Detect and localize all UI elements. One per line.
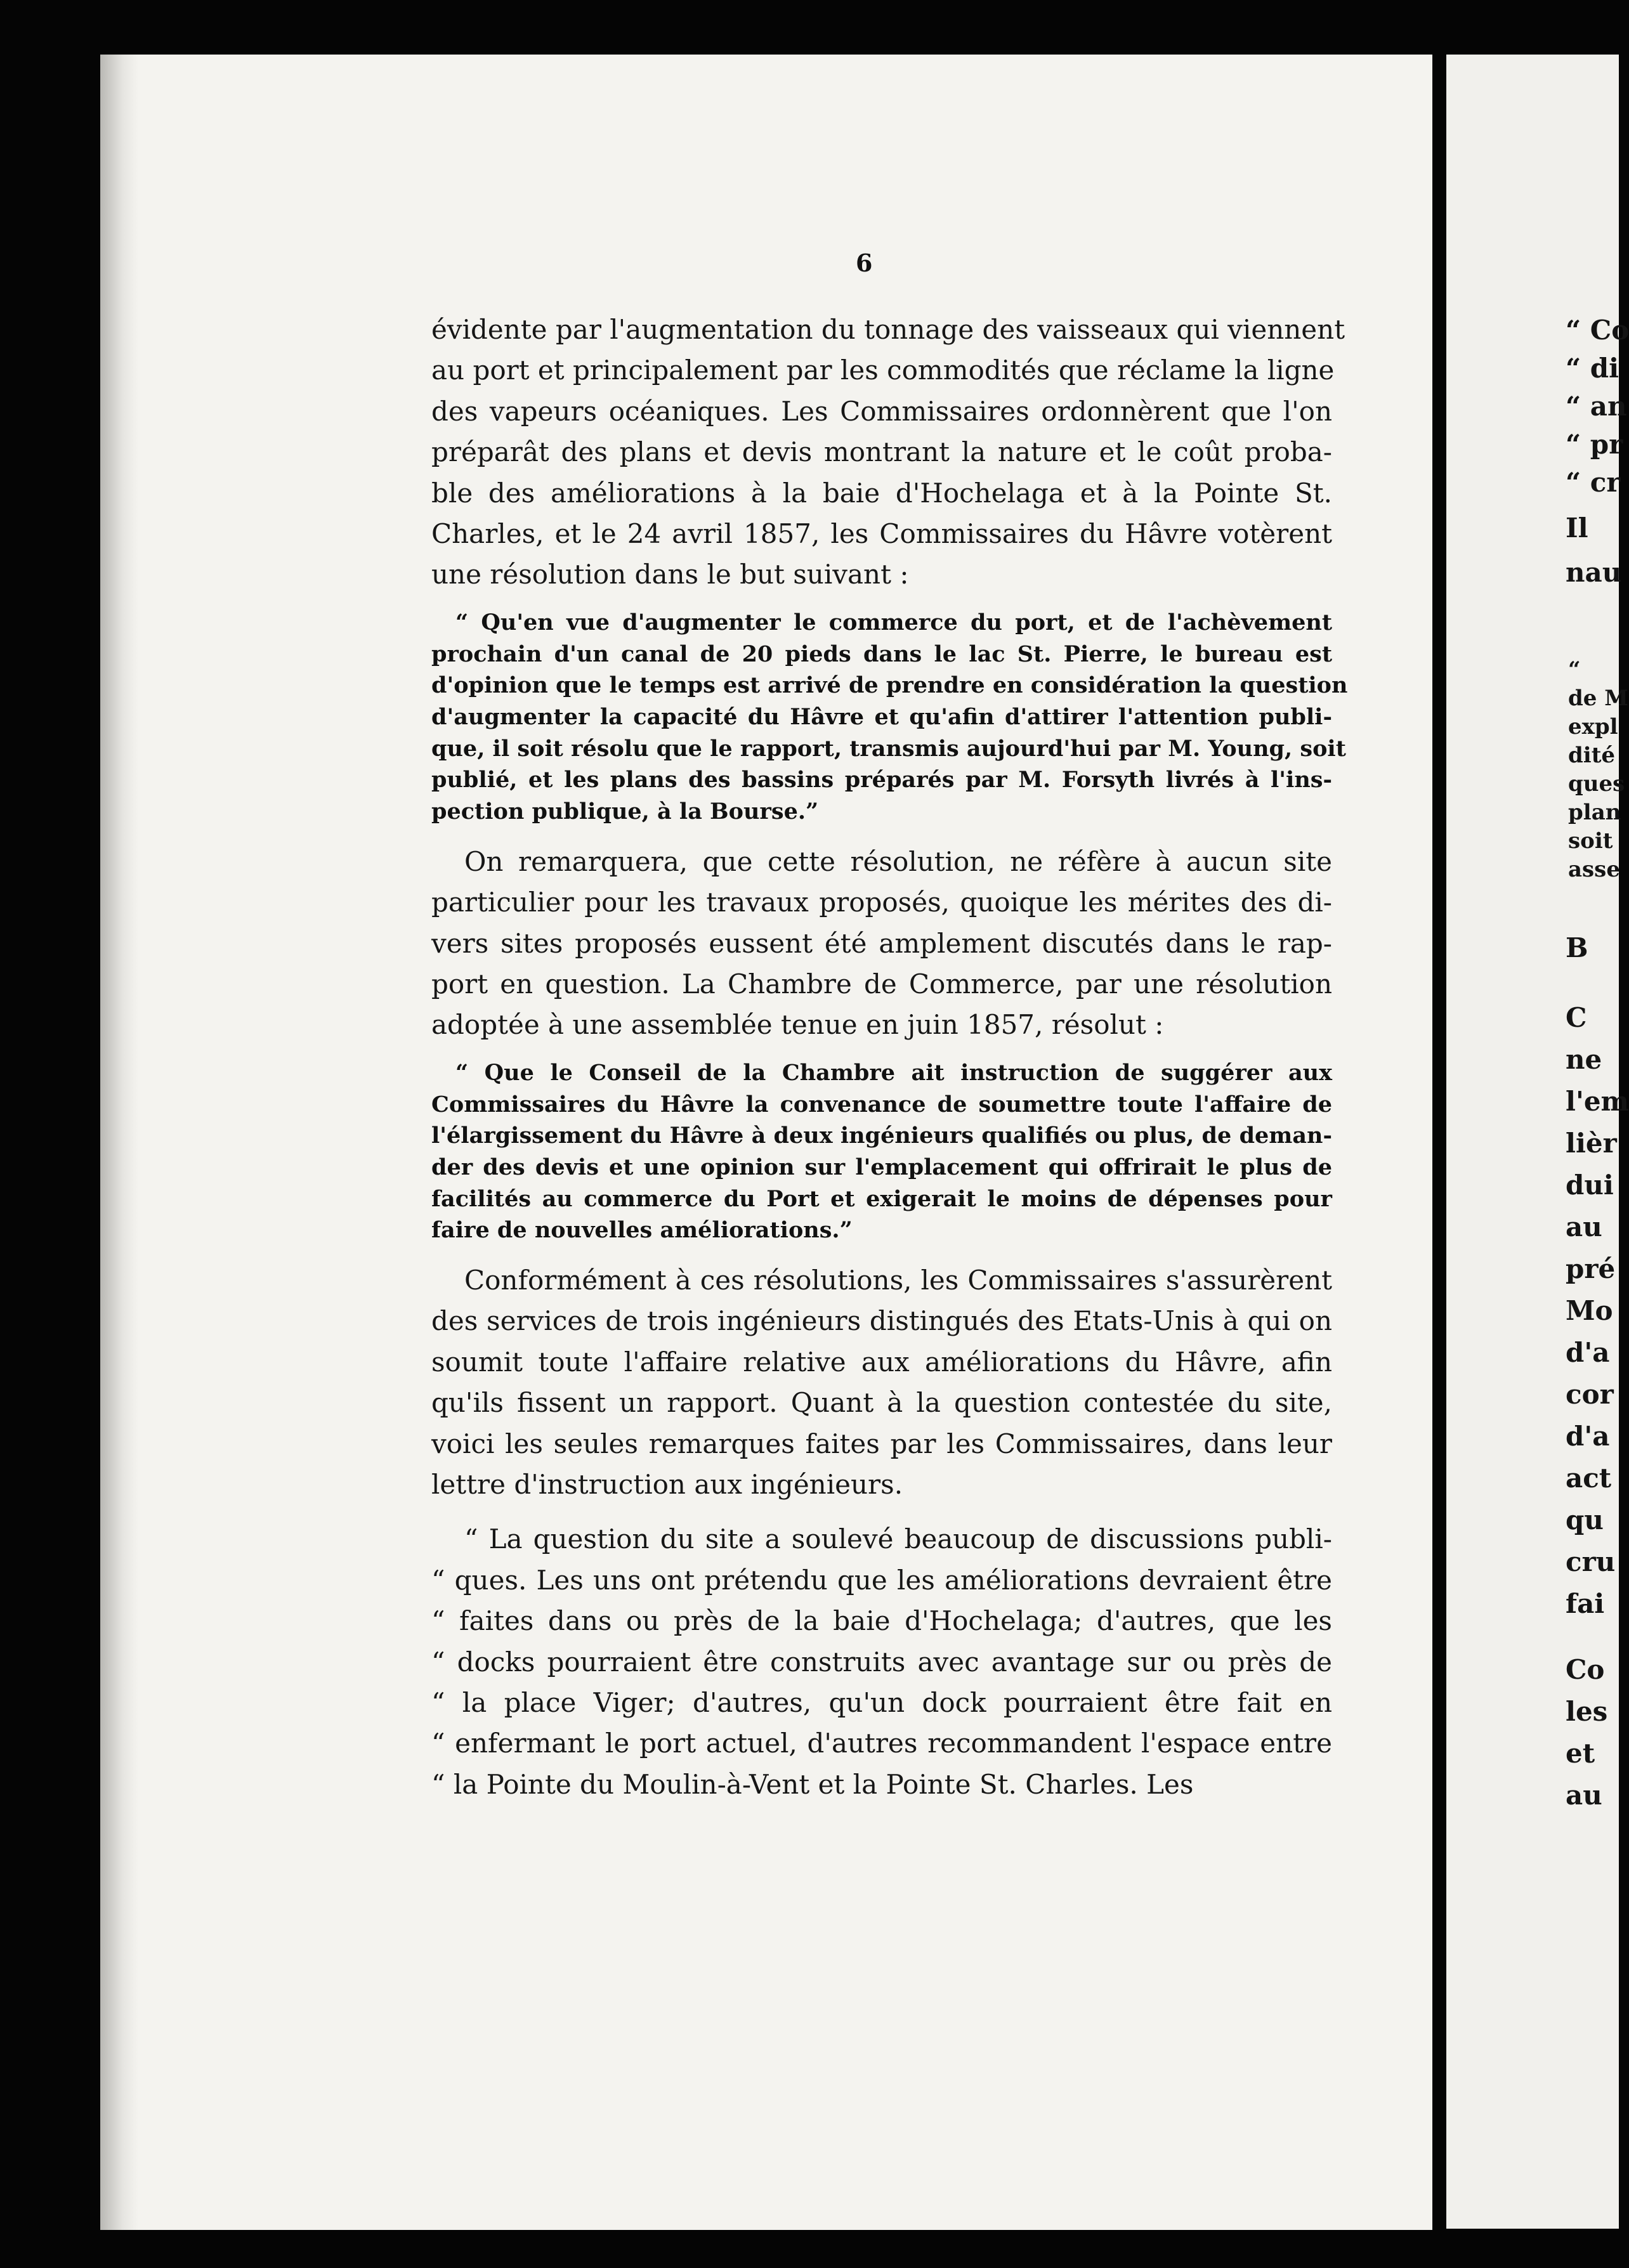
right-page-fragment: de M	[1568, 686, 1628, 711]
quote-1-line: “ Qu'en vue d'augmenter le commerce du port, et de l'achèvement	[455, 609, 1332, 635]
right-page-fragment: Il	[1566, 512, 1588, 544]
paragraph-3-line: soumit toute l'affaire relative aux améliorations du Hâvre, afin	[431, 1346, 1332, 1378]
paragraph-4-line: “ docks pourraient être construits avec avantage sur ou près de	[431, 1646, 1332, 1678]
quote-1-line: publié, et les plans des bassins préparés par M. Forsyth livrés à l'ins-	[431, 767, 1332, 793]
quote-2-line: “ Que le Conseil de la Chambre ait instruction de suggérer aux	[455, 1059, 1332, 1086]
right-page-fragment: fai	[1566, 1588, 1605, 1619]
paragraph-1	[431, 310, 1345, 596]
paragraph-4-line: “ enfermant le port actuel, d'autres recommandent l'espace entre	[431, 1728, 1332, 1759]
right-page-fragment: dité	[1568, 743, 1616, 768]
right-page-fragment: Co	[1566, 1654, 1605, 1685]
right-page-fragment: soit	[1568, 828, 1613, 854]
paragraph-1-line: évidente par l'augmentation du tonnage des vaisseaux qui viennent	[431, 314, 1345, 345]
paragraph-3-line: lettre d'instruction aux ingénieurs.	[431, 1469, 903, 1501]
paragraph-3	[431, 1260, 1332, 1505]
paragraph-1-line: des vapeurs océaniques. Les Commissaires ordonnèrent que l'on	[431, 395, 1332, 427]
quote-2-line: faire de nouvelles améliorations.”	[431, 1217, 853, 1244]
quote-2-line: Commissaires du Hâvre la convenance de soumettre toute l'affaire de	[431, 1091, 1332, 1118]
paragraph-2-line: port en question. La Chambre de Commerce, par une résolution	[431, 968, 1332, 1000]
paragraph-1-line: au port et principalement par les commodités que réclame la ligne	[431, 355, 1335, 386]
paragraph-4	[431, 1519, 1332, 1805]
paragraph-2	[431, 842, 1332, 1046]
quote-2-line: facilités au commerce du Port et exigerait le moins de dépenses pour	[431, 1185, 1332, 1212]
right-page-fragment: dui	[1566, 1170, 1614, 1201]
right-page-fragment: C	[1566, 1002, 1587, 1033]
quote-2-line: der des devis et une opinion sur l'emplacement qui offrirait le plus de	[431, 1154, 1332, 1180]
right-page-fragment: ques	[1568, 771, 1625, 797]
paragraph-3-line: Conformément à ces résolutions, les Commissaires s'assurèrent	[464, 1265, 1332, 1296]
quote-1	[431, 607, 1348, 828]
paragraph-2-line: vers sites proposés eussent été amplement discutés dans le rap-	[431, 927, 1332, 959]
right-page-fragment: “ di	[1566, 353, 1619, 384]
paragraph-4-line: “ faites dans ou près de la baie d'Hochelaga; d'autres, que les	[431, 1605, 1332, 1637]
paragraph-1-line: ble des améliorations à la baie d'Hochelaga et à la Pointe St.	[431, 477, 1332, 509]
right-page-fragment: qu	[1566, 1504, 1604, 1535]
paragraph-1-line: Charles, et le 24 avril 1857, les Commissaires du Hâvre votèrent	[431, 518, 1332, 550]
quote-1-line: pection publique, à la Bourse.”	[431, 798, 819, 825]
right-page-fragment: B	[1566, 932, 1588, 963]
paragraph-4-line: “ la Pointe du Moulin-à-Vent et la Pointe St. Charles. Les	[431, 1768, 1194, 1800]
right-page-fragment: “ cr	[1566, 467, 1621, 498]
right-page-fragment: “	[1568, 657, 1581, 682]
right-page-fragment: d'a	[1566, 1421, 1610, 1452]
paragraph-3-line: qu'ils fissent un rapport. Quant à la question contestée du site,	[431, 1387, 1332, 1419]
right-page-fragment: “ pr	[1566, 429, 1623, 460]
page-number: 6	[856, 249, 873, 277]
right-page-fragment: pré	[1566, 1253, 1616, 1284]
right-page-fragment: ne	[1566, 1044, 1602, 1075]
right-page-fragment: lièr	[1566, 1128, 1617, 1159]
right-page-fragment: expl	[1568, 714, 1618, 740]
quote-1-line: que, il soit résolu que le rapport, transmis aujourd'hui par M. Young, soit	[431, 735, 1346, 762]
quote-2	[431, 1057, 1332, 1246]
paragraph-4-line: “ La question du site a soulevé beaucoup de discussions publi-	[464, 1523, 1332, 1555]
paragraph-4-line: “ la place Viger; d'autres, qu'un dock pourraient être fait en	[431, 1687, 1332, 1719]
right-page-fragment: Mo	[1566, 1295, 1613, 1326]
right-page-fragment: “ Co	[1566, 315, 1629, 346]
right-page-fragment: cor	[1566, 1379, 1614, 1410]
right-page-fragment: nau	[1566, 557, 1622, 588]
right-page-fragment: les	[1566, 1696, 1608, 1727]
right-page-fragment: d'a	[1566, 1337, 1610, 1368]
right-page-fragment: asse	[1568, 857, 1620, 882]
right-page-fragment: l'em	[1566, 1086, 1629, 1117]
right-page-fragment: act	[1566, 1463, 1612, 1494]
right-page-fragment: plan	[1568, 800, 1621, 825]
right-page-fragment: au	[1566, 1780, 1602, 1811]
page-body	[431, 310, 1348, 1805]
right-page-fragment: cru	[1566, 1546, 1616, 1577]
paragraph-4-line: “ ques. Les uns ont prétendu que les améliorations devraient être	[431, 1564, 1332, 1596]
paragraph-2-line: particulier pour les travaux proposés, quoique les mérites des di-	[431, 887, 1332, 918]
paragraph-3-line: des services de trois ingénieurs distingués des Etats-Unis à qui on	[431, 1305, 1332, 1337]
quote-2-line: l'élargissement du Hâvre à deux ingénieurs qualifiés ou plus, de deman-	[431, 1123, 1332, 1149]
paragraph-1-line: une résolution dans le but suivant :	[431, 559, 909, 590]
right-page-fragment: au	[1566, 1211, 1602, 1242]
paragraph-3-line: voici les seules remarques faites par les Commissaires, dans leur	[431, 1428, 1332, 1459]
page-binding-shadow	[100, 55, 138, 2230]
paragraph-2-line: adoptée à une assemblée tenue en juin 1857, résolut :	[431, 1009, 1164, 1041]
quote-1-line: d'augmenter la capacité du Hâvre et qu'afin d'attirer l'attention publi-	[431, 703, 1332, 730]
quote-1-line: d'opinion que le temps est arrivé de prendre en considération la question	[431, 672, 1348, 699]
paragraph-2-line: On remarquera, que cette résolution, ne réfère à aucun site	[464, 845, 1332, 877]
paragraph-1-line: préparât des plans et devis montrant la nature et le coût proba-	[431, 436, 1332, 468]
right-page-fragment: “ an	[1566, 391, 1627, 422]
quote-1-line: prochain d'un canal de 20 pieds dans le lac St. Pierre, le bureau est	[431, 641, 1332, 667]
right-page-fragment: et	[1566, 1738, 1595, 1769]
